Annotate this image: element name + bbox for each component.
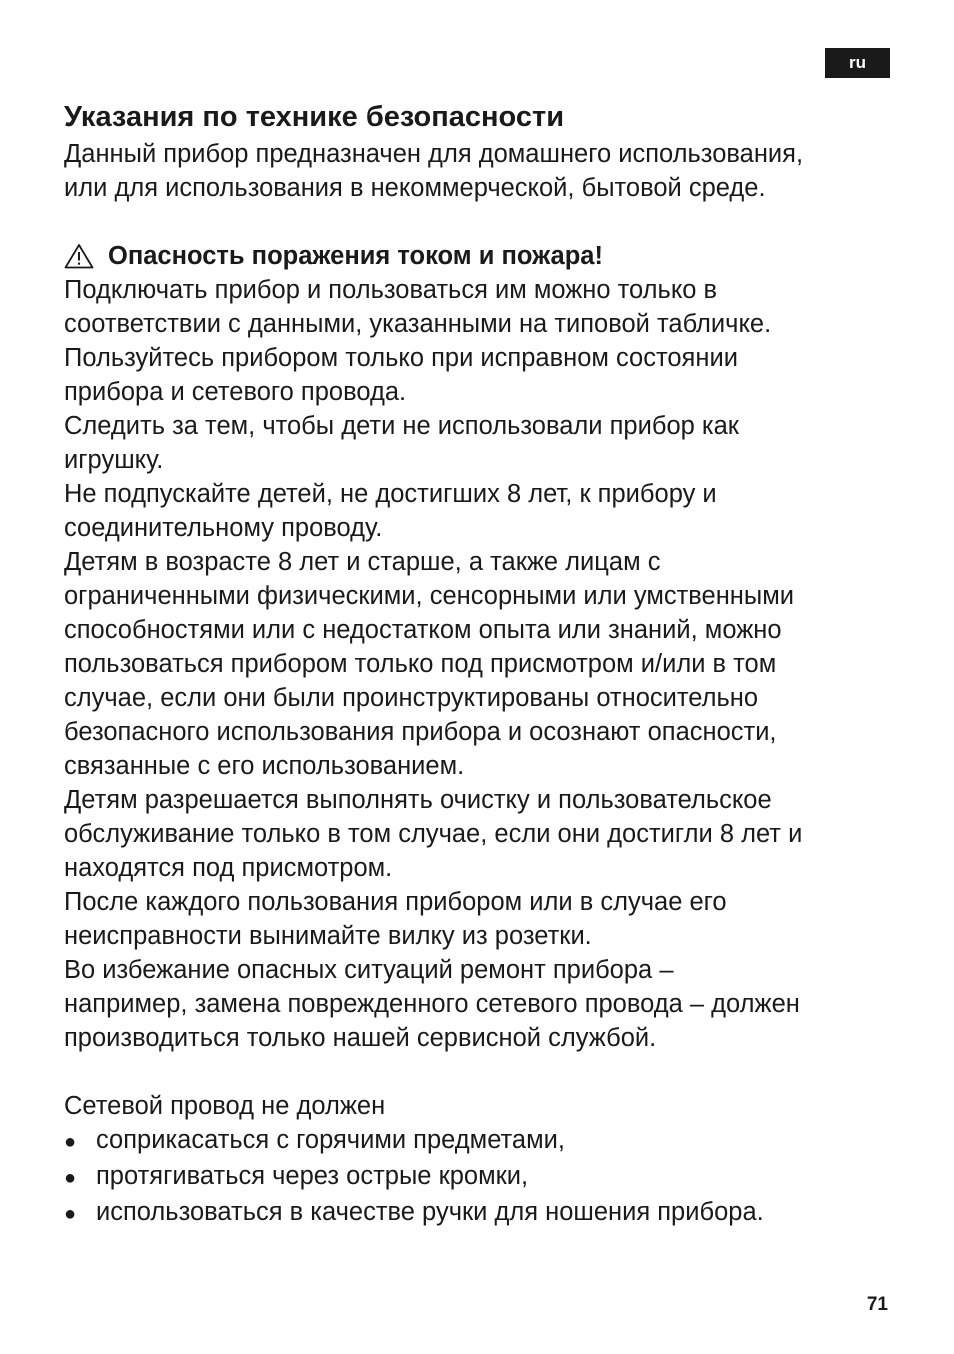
bullet-icon: ● xyxy=(64,1167,77,1189)
warning-heading xyxy=(64,239,894,273)
body-line: связанные с его использованием. xyxy=(64,752,465,780)
cord-bullet-list xyxy=(64,1123,894,1231)
body-line: После каждого пользования прибором или в случае его xyxy=(64,888,727,916)
language-badge: ru xyxy=(825,48,890,78)
body-line: ограниченными физическими, сенсорными или умственными xyxy=(64,582,794,610)
list-item-text: использоваться в качестве ручки для ношения прибора. xyxy=(96,1198,764,1226)
safety-section xyxy=(64,98,894,1231)
spacer xyxy=(64,1055,894,1089)
body-line: неисправности вынимайте вилку из розетки. xyxy=(64,922,592,950)
body-line: находятся под присмотром. xyxy=(64,854,393,882)
body-line: случае, если они были проинструктированы относительно xyxy=(64,684,759,712)
body-line: Следить за тем, чтобы дети не использовали прибор как xyxy=(64,412,739,440)
cord-intro: Сетевой провод не должен xyxy=(64,1092,386,1120)
spacer xyxy=(64,205,894,239)
body-line: Не подпускайте детей, не достигших 8 лет, к прибору и xyxy=(64,480,717,508)
section-title: Указания по технике безопасности xyxy=(64,101,565,133)
body-line: Детям в возрасте 8 лет и старше, а также лицам с xyxy=(64,548,661,576)
body-line: способностями или с недостатком опыта или знаний, можно xyxy=(64,616,782,644)
intro-line: или для использования в некоммерческой, бытовой среде. xyxy=(64,174,766,202)
intro-line: Данный прибор предназначен для домашнего использования, xyxy=(64,140,804,168)
body-line: соответствии с данными, указанными на типовой табличке. xyxy=(64,310,772,338)
body-line: Детям разрешается выполнять очистку и пользовательское xyxy=(64,786,772,814)
list-item-text: соприкасаться с горячими предметами, xyxy=(96,1126,565,1154)
list-item-text: протягиваться через острые кромки, xyxy=(96,1162,529,1190)
body-line: обслуживание только в том случае, если они достигли 8 лет и xyxy=(64,820,803,848)
body-line: Пользуйтесь прибором только при исправном состоянии xyxy=(64,344,738,372)
body-line: Подключать прибор и пользоваться им можно только в xyxy=(64,276,718,304)
list-item xyxy=(64,1159,894,1195)
warning-heading-text: Опасность поражения током и пожара! xyxy=(108,242,603,270)
warning-triangle-icon xyxy=(64,243,94,269)
bullet-icon: ● xyxy=(64,1203,77,1225)
intro-paragraph xyxy=(64,137,894,205)
body-line: соединительному проводу. xyxy=(64,514,383,542)
body-line: прибора и сетевого провода. xyxy=(64,378,407,406)
body-line: Во избежание опасных ситуаций ремонт прибора – xyxy=(64,956,674,984)
body-line: производиться только нашей сервисной службой. xyxy=(64,1024,657,1052)
bullet-icon: ● xyxy=(64,1131,77,1153)
body-line: безопасного использования прибора и осознают опасности, xyxy=(64,718,777,746)
warning-body xyxy=(64,273,894,1055)
list-item xyxy=(64,1123,894,1159)
body-line: пользоваться прибором только под присмотром и/или в том xyxy=(64,650,777,678)
page-number: 71 xyxy=(866,1294,888,1315)
list-item xyxy=(64,1195,894,1231)
body-line: например, замена поврежденного сетевого провода – должен xyxy=(64,990,800,1018)
body-line: игрушку. xyxy=(64,446,164,474)
